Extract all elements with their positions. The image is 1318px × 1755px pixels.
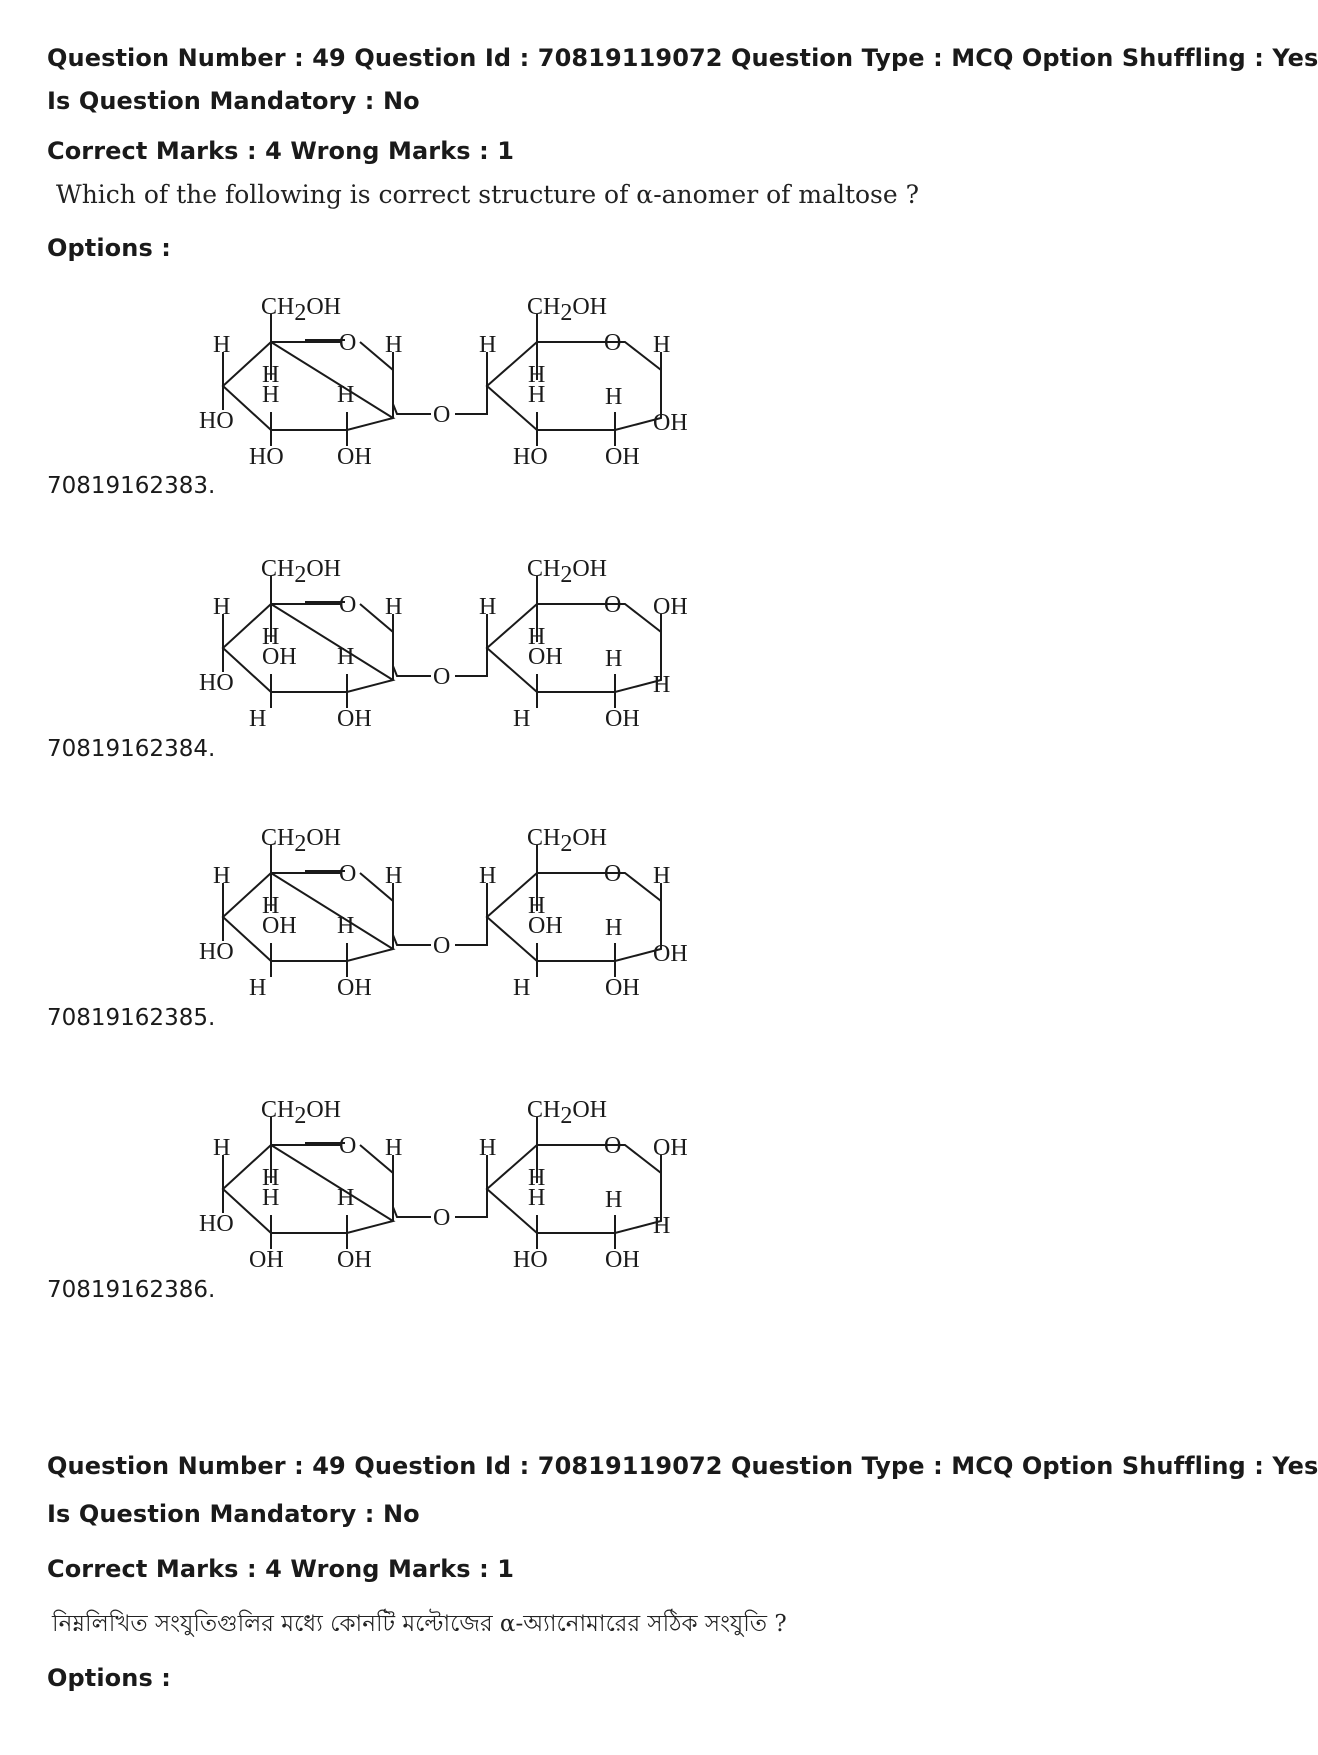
left-c3-substituent: H <box>249 975 267 1001</box>
right-ring-oxygen: O <box>604 330 622 356</box>
right-ring <box>487 342 661 430</box>
left-inner-top: H <box>262 893 280 919</box>
left-c3-substituent: H <box>249 706 267 732</box>
left-c4-substituent: HO <box>199 408 234 434</box>
right-c1-top: H <box>653 332 671 358</box>
left-inner-bottom: OH <box>262 913 297 939</box>
question-marks: Correct Marks : 4 Wrong Marks : 1 <box>47 137 515 165</box>
right-c2-substituent: OH <box>605 706 640 732</box>
glycosidic-bond-right <box>455 901 487 945</box>
right-ring-oxygen: O <box>604 1133 622 1159</box>
maltose-structure-diagram <box>199 825 795 1031</box>
glycosidic-bond-left <box>393 404 431 414</box>
right-c2-substituent: OH <box>605 975 640 1001</box>
right-c1-bottom: OH <box>653 410 688 436</box>
right-c3-substituent: HO <box>513 444 548 470</box>
left-ch2oh-label: CH2OH <box>261 294 342 326</box>
right-c1-top: OH <box>653 1135 688 1161</box>
right-ch2oh-label: CH2OH <box>527 1097 608 1129</box>
right-inner-bottom: H <box>528 382 546 408</box>
right-inner-bottom: H <box>528 1185 546 1211</box>
question-mandatory: Is Question Mandatory : No <box>47 1500 420 1528</box>
left-ring <box>223 1145 393 1233</box>
left-h-top-left: H <box>213 863 231 889</box>
left-c2-substituent: OH <box>337 444 372 470</box>
left-h-c2: H <box>337 382 355 408</box>
question-text: Which of the following is correct structure of α-anomer of maltose ? <box>56 180 920 209</box>
option-id[interactable]: 70819162384. <box>47 736 216 762</box>
right-ring <box>487 604 661 692</box>
right-inner-top: H <box>528 1165 546 1191</box>
right-ch2oh-label: CH2OH <box>527 825 608 857</box>
maltose-structure-diagram <box>199 556 795 762</box>
glycosidic-bond-left <box>393 935 431 945</box>
left-h-top-left: H <box>213 594 231 620</box>
right-ch2oh-label: CH2OH <box>527 556 608 588</box>
left-ch2oh-label: CH2OH <box>261 556 342 588</box>
option-id[interactable]: 70819162386. <box>47 1277 216 1303</box>
left-h-top-left: H <box>213 332 231 358</box>
right-c1-bottom: H <box>653 1213 671 1239</box>
right-h-c4: H <box>479 1135 497 1161</box>
glycosidic-oxygen: O <box>433 664 451 690</box>
option-id[interactable]: 70819162383. <box>47 473 216 499</box>
left-ring <box>223 604 393 692</box>
question-text: নিম্নলিখিত সংযুতিগুলির মধ্যে কোনটি মল্টোজের α-অ্যানোমারের সঠিক সংযুতি ? <box>52 1611 787 1637</box>
right-h-c4: H <box>479 863 497 889</box>
left-c4-substituent: HO <box>199 670 234 696</box>
left-c4-substituent: HO <box>199 1211 234 1237</box>
right-c3-substituent: H <box>513 706 531 732</box>
left-h-c1: H <box>385 863 403 889</box>
right-h-c4: H <box>479 594 497 620</box>
left-ch2oh-label: CH2OH <box>261 1097 342 1129</box>
right-h-c2: H <box>605 384 623 410</box>
left-ch2oh-label: CH2OH <box>261 825 342 857</box>
right-inner-top: H <box>528 893 546 919</box>
left-ring-oxygen: O <box>339 592 357 618</box>
left-inner-bottom: OH <box>262 644 297 670</box>
right-c3-substituent: H <box>513 975 531 1001</box>
right-c1-bottom: H <box>653 672 671 698</box>
left-ring-oxygen: O <box>339 330 357 356</box>
glycosidic-oxygen: O <box>433 933 451 959</box>
left-h-c1: H <box>385 1135 403 1161</box>
left-ring <box>223 873 393 961</box>
option-id[interactable]: 70819162385. <box>47 1005 216 1031</box>
left-h-top-left: H <box>213 1135 231 1161</box>
glycosidic-bond-right <box>455 370 487 414</box>
right-c3-substituent: HO <box>513 1247 548 1273</box>
left-ring <box>223 342 393 430</box>
left-c4-substituent: HO <box>199 939 234 965</box>
right-ring-oxygen: O <box>604 592 622 618</box>
right-ring-oxygen: O <box>604 861 622 887</box>
right-ring <box>487 873 661 961</box>
right-inner-top: H <box>528 362 546 388</box>
right-c1-bottom: OH <box>653 941 688 967</box>
question-header: Question Number : 49 Question Id : 70819119072 Question Type : MCQ Option Shuffling : Yes <box>47 1452 1318 1480</box>
right-c2-substituent: OH <box>605 1247 640 1273</box>
left-c3-substituent: OH <box>249 1247 284 1273</box>
left-c2-substituent: OH <box>337 975 372 1001</box>
question-marks: Correct Marks : 4 Wrong Marks : 1 <box>47 1555 515 1583</box>
left-c2-substituent: OH <box>337 706 372 732</box>
right-h-c2: H <box>605 646 623 672</box>
left-c3-substituent: HO <box>249 444 284 470</box>
maltose-structure-diagram <box>199 294 795 500</box>
left-h-c2: H <box>337 1185 355 1211</box>
right-c2-substituent: OH <box>605 444 640 470</box>
right-c1-top: H <box>653 863 671 889</box>
glycosidic-bond-right <box>455 632 487 676</box>
glycosidic-bond-left <box>393 1207 431 1217</box>
glycosidic-bond-left <box>393 666 431 676</box>
right-c1-top: OH <box>653 594 688 620</box>
right-ch2oh-label: CH2OH <box>527 294 608 326</box>
right-h-c4: H <box>479 332 497 358</box>
right-inner-bottom: OH <box>528 913 563 939</box>
left-inner-top: H <box>262 1165 280 1191</box>
right-h-c2: H <box>605 915 623 941</box>
glycosidic-oxygen: O <box>433 402 451 428</box>
right-h-c2: H <box>605 1187 623 1213</box>
left-h-c2: H <box>337 913 355 939</box>
left-c2-substituent: OH <box>337 1247 372 1273</box>
left-h-c1: H <box>385 332 403 358</box>
left-inner-top: H <box>262 362 280 388</box>
left-h-c1: H <box>385 594 403 620</box>
left-ring-oxygen: O <box>339 1133 357 1159</box>
options-label: Options : <box>47 1664 171 1692</box>
glycosidic-bond-right <box>455 1173 487 1217</box>
right-ring <box>487 1145 661 1233</box>
maltose-structure-diagram <box>199 1097 795 1303</box>
left-ring-oxygen: O <box>339 861 357 887</box>
right-inner-top: H <box>528 624 546 650</box>
glycosidic-oxygen: O <box>433 1205 451 1231</box>
left-inner-top: H <box>262 624 280 650</box>
question-header: Question Number : 49 Question Id : 70819119072 Question Type : MCQ Option Shuffling : Yes <box>47 44 1318 72</box>
left-h-c2: H <box>337 644 355 670</box>
options-label: Options : <box>47 234 171 262</box>
right-inner-bottom: OH <box>528 644 563 670</box>
left-inner-bottom: H <box>262 382 280 408</box>
left-inner-bottom: H <box>262 1185 280 1211</box>
question-mandatory: Is Question Mandatory : No <box>47 87 420 115</box>
